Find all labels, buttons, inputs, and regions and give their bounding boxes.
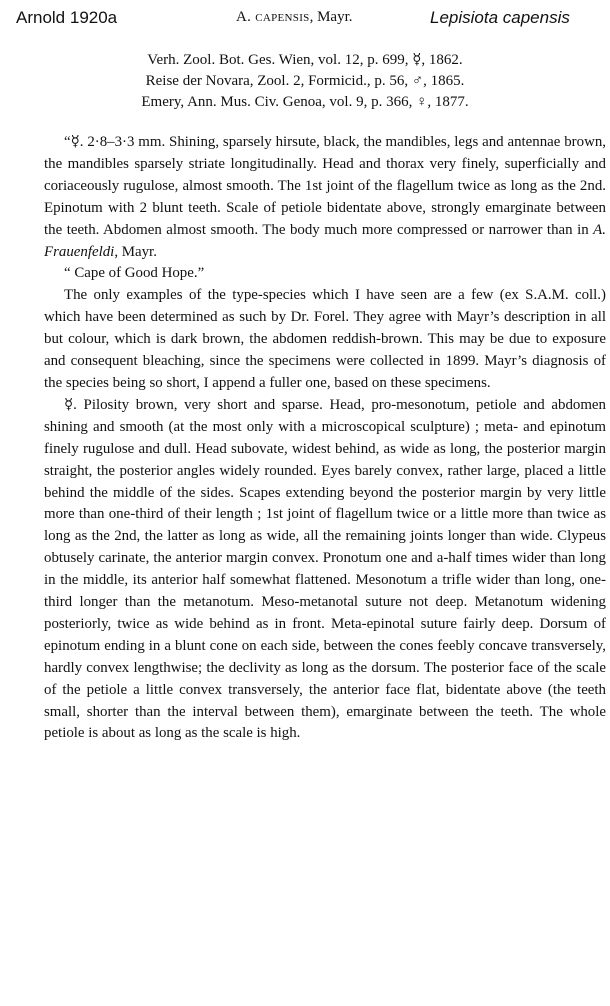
description-text: “☿. 2·8–3·3 mm. Shining, sparsely hirsute, black, the mandibles, legs and antennae brown, the mandibles sparsely striate longitudinally. Head and thorax very finely, superficially and coriaceously rugulose, almost smooth. The 1st joint of the flagellum twice as long as the 2nd. Epinotum with 2 blunt teeth. Scale of petiole bidentate above, strongly emarginate between the teeth. Abdomen almost smooth. The body much more compressed or narrower than in <box>44 134 606 238</box>
page-header <box>0 8 610 32</box>
description-body <box>44 132 606 745</box>
notes-paragraph: The only examples of the type-species which I have seen are a few (ex S.A.M. coll.) which have been determined as such by Dr. Forel. They agree with Mayr’s description in all but colour, which is dark brown, the abdomen reddish-brown. This may be due to exposure and consequent bleaching, since the specimens were collected in 1899. Mayr’s diagnosis of the species being so short, I append a fuller one, based on these specimens. <box>44 287 606 391</box>
reference-line: Verh. Zool. Bot. Ges. Wien, vol. 12, p. 699, ☿, 1862. <box>147 52 463 68</box>
species-author: , Mayr. <box>309 9 353 25</box>
reference-line: Emery, Ann. Mus. Civ. Genoa, vol. 9, p. 366, ♀, 1877. <box>141 94 469 110</box>
locality-paragraph: “ Cape of Good Hope.” <box>64 265 205 282</box>
reference-list <box>0 50 610 113</box>
original-description-paragraph <box>44 132 606 263</box>
species-heading <box>236 9 353 26</box>
current-species-name: Lepisiota capensis <box>430 8 570 27</box>
reference-line: Reise der Novara, Zool. 2, Formicid., p. 56, ♂, 1865. <box>145 73 465 89</box>
species-name: A. capensis <box>236 9 310 25</box>
source-citation: Arnold 1920a <box>16 8 118 27</box>
worker-description-paragraph: ☿. Pilosity brown, very short and sparse. Head, pro-mesonotum, petiole and abdomen shining and smooth (at the most only with a microscopical sculpture) ; meta- and epinotum finely rugulose and dull. Head subovate, widest behind, as wide as long, the posterior margin straight, the posterior angles widely rounded. Eyes barely convex, rather large, placed a little behind the middle of the sides. Scapes extending beyond the posterior margin by very little more than one-third of their length ; 1st joint of flagellum twice or a little more than twice as long as the 2nd, the latter as long as wide, all the remaining joints longer than wide. Clypeus obtusely carinate, the anterior margin convex. Pronotum one and a-half times wider than long in the middle, its anterior half somewhat flattened. Mesonotum a trifle wider than long, one-third longer than the metanotum. Meso-metanotal suture not deep. Metanotum widening posteriorly, twice as wide behind as in front. Meta-epinotal suture fairly deep. Dorsum of epinotum ending in a blunt cone on each side, between the cones feebly concave transversely, hardly convex lengthwise; the declivity as long as the dorsum. The posterior face of the scale of the petiole a little convex transversely, the anterior face flat, bidentate above (the teeth small, shorter than the interval between them), emarginate between the teeth. The whole petiole is about as long as the scale is high. <box>44 396 606 742</box>
compared-species: A. Frauenfeldi <box>44 221 606 260</box>
compared-species-author: , Mayr. <box>114 243 157 260</box>
